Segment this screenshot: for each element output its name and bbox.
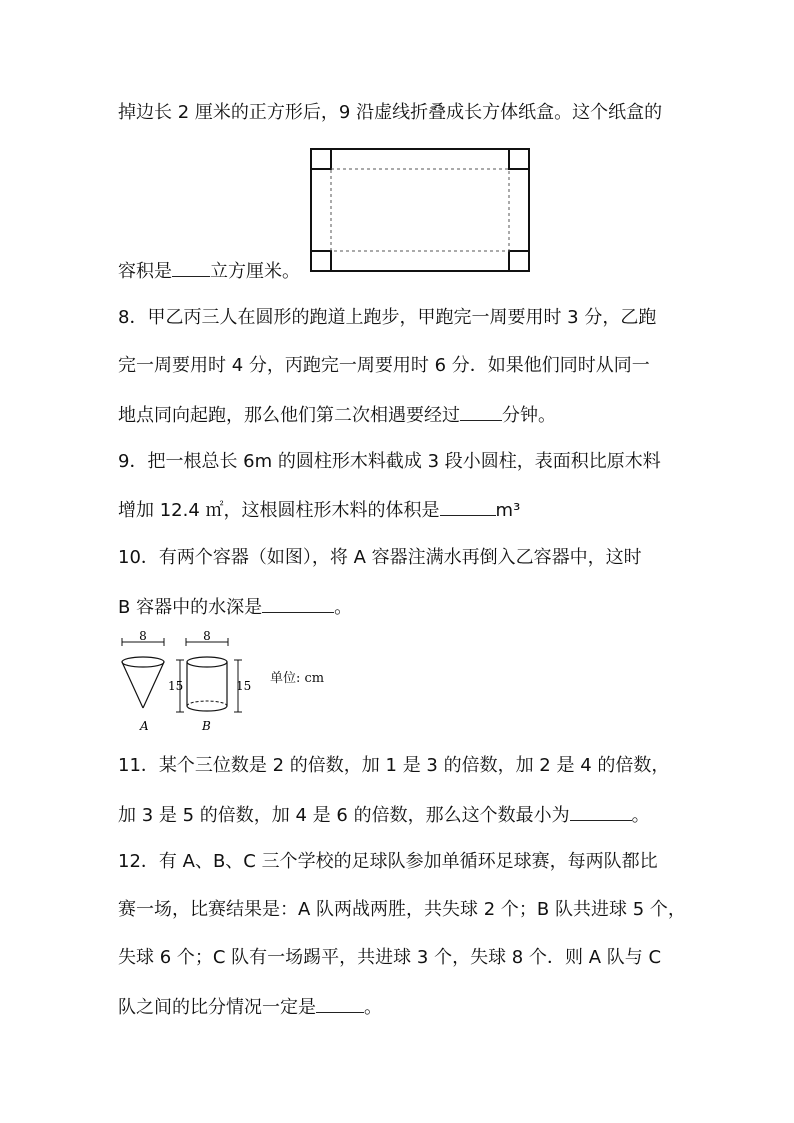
q9-line-2 [118,497,520,523]
corner-square-bl [311,251,331,271]
cylinder-label: B [202,719,211,733]
q10-answer-blank [262,594,334,613]
unit-label: 单位: cm [270,671,325,686]
q11-text: 加 3 是 5 的倍数，加 4 是 6 的倍数，那么这个数最小为 [118,805,570,826]
q8-line-2: 完一周要用时 4 分，丙跑完一周要用时 6 分．如果他们同时从同一 [118,355,650,376]
q7-line-2 [118,258,300,284]
q7-line-1: 掉边长 2 厘米的正方形后，9 沿虚线折叠成长方体纸盒。这个纸盒的 [118,102,663,123]
q11-line-1: 11．某个三位数是 2 的倍数，加 1 是 3 的倍数，加 2 是 4 的倍数， [118,755,670,776]
cone-label: A [140,719,149,733]
net-outline [311,149,529,271]
box-net-diagram [310,148,530,272]
q11-line-2 [118,802,650,828]
q8-answer-blank [460,402,502,421]
fold-lines [331,169,509,251]
q10-line-2 [118,594,352,620]
q10-line-1: 10．有两个容器（如图），将 A 容器注满水再倒入乙容器中，这时 [118,547,642,568]
corner-square-tl [311,149,331,169]
corner-square-br [509,251,529,271]
q12-line-2: 赛一场，比赛结果是：A 队两战两胜，共失球 2 个；B 队共进球 5 个， [118,899,686,920]
containers-figure [112,630,252,736]
q7-text: 容积是 [118,261,172,282]
q8-text: 地点同向起跑，那么他们第二次相遇要经过 [118,405,460,426]
q8-suffix: 分钟。 [502,405,556,426]
cylinder-b [186,630,251,733]
q7-answer-blank [172,258,210,277]
q12-text: 队之间的比分情况一定是 [118,997,316,1018]
q10-text: B 容器中的水深是 [118,597,263,618]
q11-suffix: 。 [631,805,650,826]
q9-answer-blank [440,497,496,516]
q10-suffix: 。 [334,597,353,618]
q12-line-1: 12．有 A、B、C 三个学校的足球队参加单循环足球赛，每两队都比 [118,851,658,872]
cone-a [122,630,184,733]
cone-top-dim: 8 [139,630,147,643]
q9-unit: m³ [495,500,521,521]
q8-line-3 [118,402,556,428]
cylinder-height-dim: 15 [236,679,252,693]
q11-answer-blank [570,802,632,821]
cone-height-dim: 15 [168,679,184,693]
q8-line-1: 8．甲乙丙三人在圆形的跑道上跑步，甲跑完一周要用时 3 分，乙跑 [118,307,657,328]
q12-suffix: 。 [364,997,382,1018]
cylinder-top-dim: 8 [203,630,211,643]
q9-line-1: 9．把一根总长 6m 的圆柱形木料截成 3 段小圆柱，表面积比原木料 [118,451,661,472]
q9-text: 增加 12.4 ㎡，这根圆柱形木料的体积是 [118,500,440,521]
q12-line-3: 失球 6 个；C 队有一场踢平，共进球 3 个，失球 8 个．则 A 队与 C [118,947,662,968]
q12-line-4 [118,994,382,1020]
corner-square-tr [509,149,529,169]
q7-suffix: 立方厘米。 [210,261,300,282]
q12-answer-blank [316,994,364,1013]
